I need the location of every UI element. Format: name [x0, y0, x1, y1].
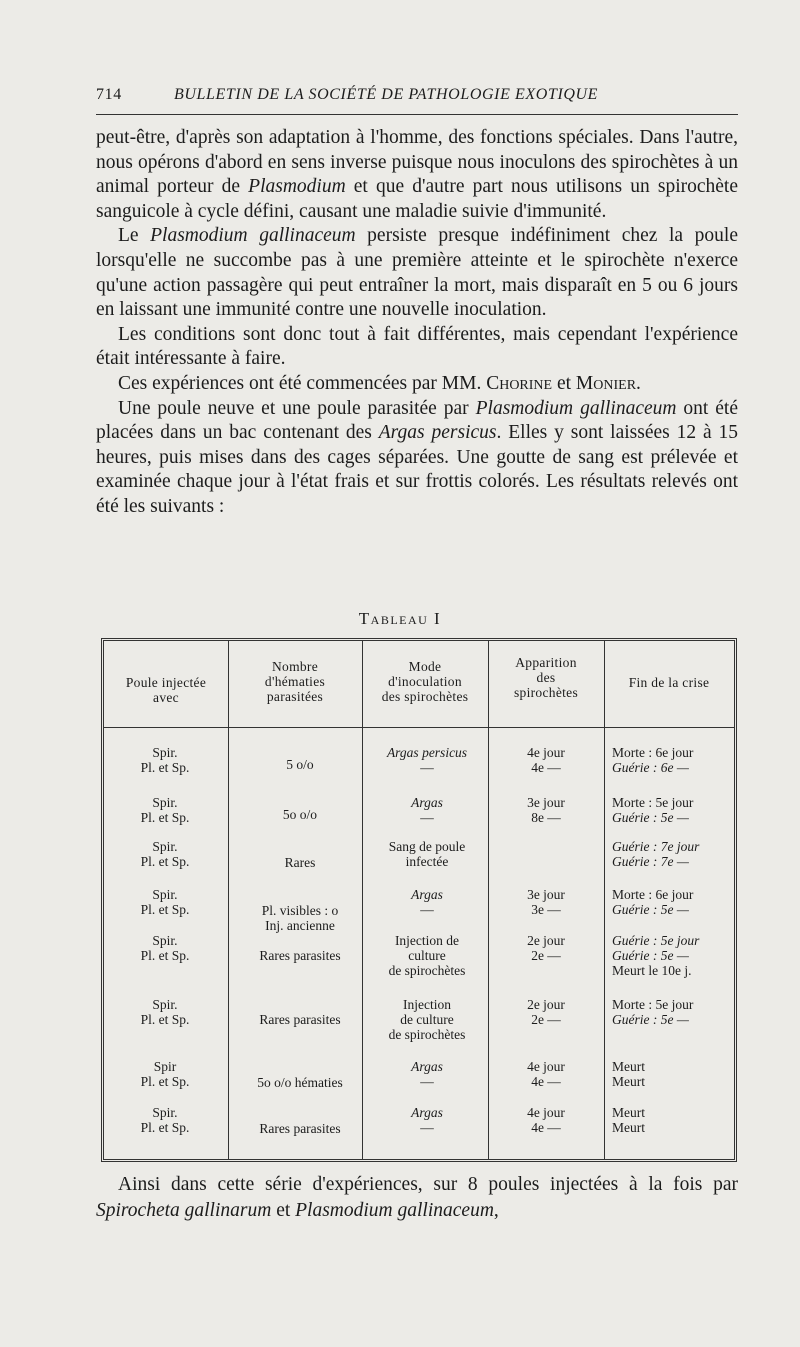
- header-line: Apparition: [515, 655, 577, 670]
- table-cell-n1: Rares: [284, 855, 316, 870]
- text-run: Le: [118, 225, 151, 247]
- table-cell-p1: Spir.: [152, 997, 178, 1012]
- header-line: Nombre: [271, 659, 319, 674]
- table-cell-f1: Morte : 5e jour: [612, 997, 694, 1012]
- table-cell-a2: 4e —: [531, 1074, 561, 1089]
- column-divider: [604, 641, 605, 1159]
- text-run: persiste presque indéfiniment chez la poule lorsqu'elle ne succombe pas à une première atteinte et le spirochète n'exerce qu'une action passagère qui peut entraîner la mort, mais disparaît en 5 ou 6 jours en laissant une immunité contre une nouvelle inoculation.: [96, 225, 738, 321]
- table-cell-m2: de culture: [400, 1012, 454, 1027]
- table-cell-f2: Meurt: [612, 1074, 645, 1089]
- table-cell-p2: Pl. et Sp.: [140, 948, 190, 963]
- paragraph-3: Les conditions sont donc tout à fait différentes, mais cependant l'expérience était intéressante à faire.: [96, 323, 738, 370]
- table-cell-m1: Argas persicus: [386, 745, 468, 760]
- column-divider: [228, 641, 229, 1159]
- table-cell-f2: Guérie : 6e —: [612, 760, 689, 775]
- table-cell-p2: Pl. et Sp.: [140, 1012, 190, 1027]
- table-cell-n1: Rares parasites: [259, 1012, 341, 1027]
- table-cell-p1: Spir: [153, 1059, 177, 1074]
- table-cell-m1: Argas: [411, 887, 443, 902]
- table-cell-n1: Pl. visibles : o: [261, 903, 339, 918]
- header-line: avec: [153, 690, 179, 705]
- table-cell-m3: de spirochètes: [388, 963, 466, 978]
- table-cell-p2: Pl. et Sp.: [140, 854, 190, 869]
- table-cell-a2: 2e —: [531, 948, 561, 963]
- table-cell-m2: infectée: [405, 854, 449, 869]
- italic-run: Plasmodium gallinaceum: [475, 397, 677, 419]
- header-line: Mode: [408, 659, 442, 674]
- italic-run: Plasmodium: [248, 176, 346, 198]
- text-run: et: [271, 1200, 296, 1221]
- table-cell-m1: Injection: [403, 997, 451, 1012]
- table-cell-p2: Pl. et Sp.: [140, 810, 190, 825]
- header-nombre: [228, 659, 362, 704]
- table-cell-f1: Meurt: [612, 1059, 645, 1074]
- header-apparition: [488, 655, 604, 700]
- table-cell-a2: 2e —: [531, 1012, 561, 1027]
- header-line: Poule injectée: [125, 675, 207, 690]
- table-cell-a2: 4e —: [531, 760, 561, 775]
- table-cell-n1: 5 o/o: [286, 757, 314, 772]
- table-cell-f2: Guérie : 5e —: [612, 1012, 689, 1027]
- author-name: Chorine: [486, 372, 553, 394]
- table-cell-f1: Morte : 6e jour: [612, 745, 694, 760]
- table-cell-m2: —: [420, 1120, 434, 1135]
- text-run: ,: [493, 1200, 499, 1221]
- table-cell-p1: Spir.: [152, 839, 178, 854]
- header-line: des: [536, 670, 556, 685]
- text-run: peut-être, d'après son adaptation à l'homme, des fonctions spéciales. Dans l'autre, nous opérons d'abord en sens inverse puisque nous inoculons des spirochètes à un animal porteur de: [96, 127, 738, 198]
- page-number: 714: [96, 86, 122, 103]
- table-cell-p2: Pl. et Sp.: [140, 1120, 190, 1135]
- table-cell-p1: Spir.: [152, 933, 178, 948]
- text-run: Une poule neuve et une poule parasitée par: [118, 397, 476, 419]
- table-cell-f1: Morte : 6e jour: [612, 887, 694, 902]
- text-run: ont été placées dans un bac contenant des: [96, 397, 738, 444]
- text-run: Ainsi dans cette série d'expériences, sur 8 poules injectées à la fois par: [118, 1174, 738, 1195]
- table-cell-p2: Pl. et Sp.: [140, 902, 190, 917]
- text-run: et: [552, 372, 576, 394]
- table-cell-m1: Argas: [411, 795, 443, 810]
- table-cell-f2: Guérie : 5e —: [612, 948, 689, 963]
- text-run: . Elles y sont laissées 12 à 15 heures, puis mises dans des cages séparées. Une goutte de sang est prélevée et examinée chaque jour à l'état frais et sur frottis colorés. Les résultats relevés ont été les suivants :: [96, 422, 739, 517]
- table-cell-m2: —: [420, 1074, 434, 1089]
- paragraph-1: [96, 126, 738, 224]
- table-cell-n2: Inj. ancienne: [265, 918, 335, 933]
- header-mode: [362, 659, 488, 704]
- header-line: des spirochètes: [381, 689, 469, 704]
- body-text: [96, 126, 738, 520]
- table-cell-n1: 5o o/o hématies: [257, 1075, 343, 1090]
- table-cell-a1: 2e jour: [527, 933, 565, 948]
- table-cell-m1: Sang de poule: [388, 839, 466, 854]
- table-cell-m1: Argas: [411, 1059, 443, 1074]
- table-cell-f2: Meurt: [612, 1120, 645, 1135]
- table-cell-n1: Rares parasites: [259, 1121, 341, 1136]
- italic-run: Plasmodium gallinaceum: [295, 1200, 494, 1221]
- table-cell-p1: Spir.: [152, 795, 178, 810]
- table-cell-f2: Guérie : 5e —: [612, 810, 689, 825]
- table-title: Tableau I: [358, 609, 442, 628]
- table-cell-p1: Spir.: [152, 1105, 178, 1120]
- table-cell-f1: Guérie : 7e jour: [612, 839, 700, 854]
- text-run: Ces expériences ont été commencées par MM.: [118, 372, 487, 394]
- italic-run: Spirocheta gallinarum: [96, 1200, 272, 1221]
- paragraph-4: [96, 372, 738, 397]
- table-cell-a1: 2e jour: [527, 997, 565, 1012]
- footer-text: [96, 1172, 738, 1224]
- table-cell-f2: Guérie : 5e —: [612, 902, 689, 917]
- table-cell-m2: —: [420, 760, 434, 775]
- running-title: BULLETIN DE LA SOCIÉTÉ DE PATHOLOGIE EXOTIQUE: [174, 86, 599, 103]
- header-fin: [604, 675, 734, 690]
- table-cell-n1: 5o o/o: [282, 807, 318, 822]
- header-line: spirochètes: [513, 685, 579, 700]
- table-cell-m1: Argas: [411, 1105, 443, 1120]
- text-run: .: [636, 372, 641, 394]
- closing-paragraph: [96, 1172, 738, 1224]
- table-cell-p1: Spir.: [152, 887, 178, 902]
- table-cell-a2: 3e —: [531, 902, 561, 917]
- table-cell-f3: Meurt le 10e j.: [612, 963, 692, 978]
- table-cell-f1: Meurt: [612, 1105, 645, 1120]
- table-cell-a1: 3e jour: [527, 887, 565, 902]
- table-cell-a1: 4e jour: [527, 1105, 565, 1120]
- table-cell-f2: Guérie : 7e —: [612, 854, 689, 869]
- italic-run: Argas persicus: [378, 422, 497, 444]
- table-cell-m1: Injection de: [394, 933, 460, 948]
- table-cell-m3: de spirochètes: [388, 1027, 466, 1042]
- running-header: [96, 86, 738, 115]
- table-cell-p2: Pl. et Sp.: [140, 760, 190, 775]
- header-divider: [104, 727, 734, 728]
- paragraph-2: [96, 224, 738, 322]
- header-poule: [104, 675, 228, 705]
- table-cell-m2: —: [420, 810, 434, 825]
- paragraph-5: [96, 397, 738, 520]
- table-cell-a1: 3e jour: [527, 795, 565, 810]
- table-cell-a1: 4e jour: [527, 1059, 565, 1074]
- author-name: Monier: [575, 372, 637, 394]
- table-cell-a2: 4e —: [531, 1120, 561, 1135]
- table-cell-a1: 4e jour: [527, 745, 565, 760]
- table-cell-f1: Guérie : 5e jour: [612, 933, 700, 948]
- table-cell-m2: —: [420, 902, 434, 917]
- table-cell-a2: 8e —: [531, 810, 561, 825]
- table-cell-p2: Pl. et Sp.: [140, 1074, 190, 1089]
- table-cell-f1: Morte : 5e jour: [612, 795, 694, 810]
- results-table: [101, 638, 737, 1162]
- header-line: d'inoculation: [388, 674, 462, 689]
- text-run: et que d'autre part nous utilisons un spirochète sanguicole à cycle défini, causant une maladie suivie d'immunité.: [96, 176, 738, 222]
- table-cell-m2: culture: [408, 948, 446, 963]
- header-line: d'hématies: [264, 674, 326, 689]
- table-cell-p1: Spir.: [152, 745, 178, 760]
- header-line: parasitées: [266, 689, 324, 704]
- italic-run: Plasmodium gallinaceum: [150, 225, 356, 247]
- table-cell-n1: Rares parasites: [259, 948, 341, 963]
- header-line: Fin de la crise: [628, 675, 710, 690]
- column-divider: [488, 641, 489, 1159]
